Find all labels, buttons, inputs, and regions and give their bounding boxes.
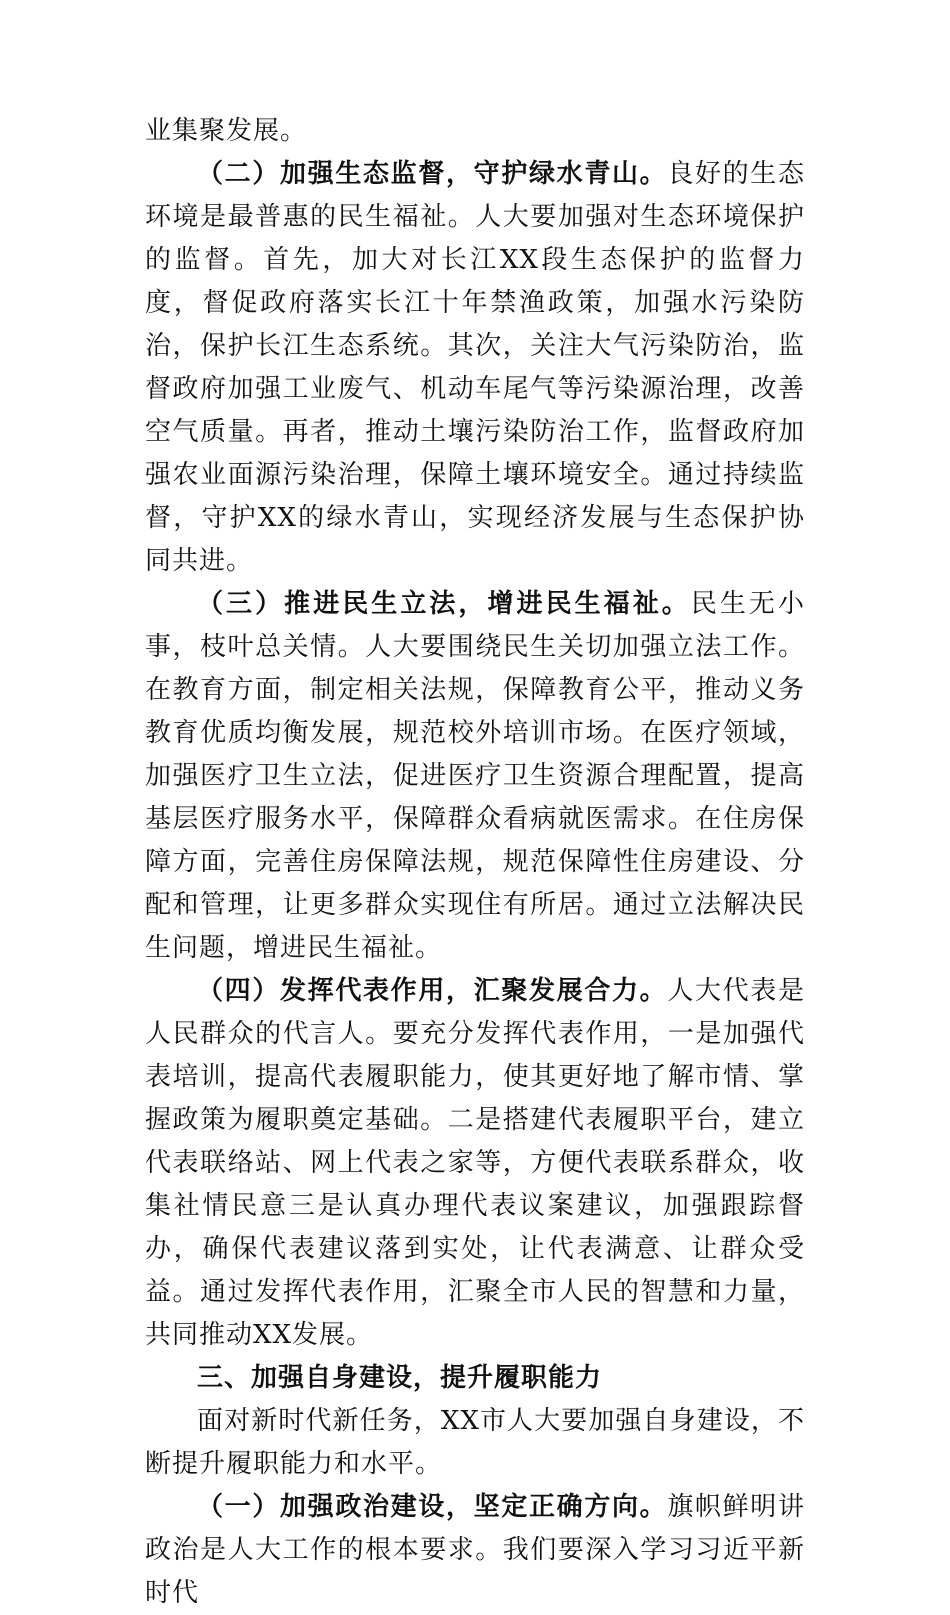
paragraph-text: 业集聚发展。 (145, 116, 308, 146)
paragraph-lead: （二）加强生态监督，守护绿水青山。 (197, 159, 668, 189)
paragraph-text: 良好的生态环境是最普惠的民生福祉。人大要加强对生态环境保护的监督。首先，加大对长江XX段生态保护的监督力度，督促政府落实长江十年禁渔政策，加强水污染防治，保护长江生态系统。其次，关注大气污染防治，监督政府加强工业废气、机动车尾气等污染源治理，改善空气质量。再者，推动土壤污染防治工作，监督政府加强农业面源污染治理，保障土壤环境安全。通过持续监督，守护XX的绿水青山，实现经济发展与生态保护协同共进。 (145, 159, 805, 576)
paragraph-lead: （一）加强政治建设，坚定正确方向。 (197, 1492, 668, 1522)
paragraph-text: 人大代表是人民群众的代言人。要充分发挥代表作用，一是加强代表培训，提高代表履职能力，使其更好地了解市情、掌握政策为履职奠定基础。二是搭建代表履职平台，建立代表联络站、网上代表之家等，方便代表联系群众，收集社情民意三是认真办理代表议案建议，加强跟踪督办，确保代表建议落到实处，让代表满意、让群众受益。通过发挥代表作用，汇聚全市人民的智慧和力量，共同推动XX发展。 (145, 976, 805, 1350)
paragraph-ecology-supervision (145, 153, 805, 583)
section-heading: 三、加强自身建设，提升履职能力 (197, 1363, 603, 1393)
paragraph-political-building (145, 1486, 805, 1615)
paragraph-text: 面对新时代新任务，XX市人大要加强自身建设，不断提升履职能力和水平。 (145, 1406, 805, 1479)
paragraph-livelihood-legislation (145, 583, 805, 970)
paragraph-text: 旗帜鲜明讲政治是人大工作的根本要求。我们要深入学习习近平新时代 (145, 1492, 805, 1608)
paragraph-deputy-role (145, 970, 805, 1357)
paragraph-continuation (145, 110, 805, 153)
document-body (145, 110, 805, 1615)
paragraph-lead: （四）发挥代表作用，汇聚发展合力。 (197, 976, 668, 1006)
paragraph-lead: （三）推进民生立法，增进民生福祉。 (197, 589, 691, 619)
paragraph-text: 民生无小事，枝叶总关情。人大要围绕民生关切加强立法工作。在教育方面，制定相关法规，保障教育公平，推动义务教育优质均衡发展，规范校外培训市场。在医疗领域，加强医疗卫生立法，促进医疗卫生资源合理配置，提高基层医疗服务水平，保障群众看病就医需求。在住房保障方面，完善住房保障法规，规范保障性住房建设、分配和管理，让更多群众实现住有所居。通过立法解决民生问题，增进民生福祉。 (145, 589, 805, 963)
paragraph-intro (145, 1400, 805, 1486)
